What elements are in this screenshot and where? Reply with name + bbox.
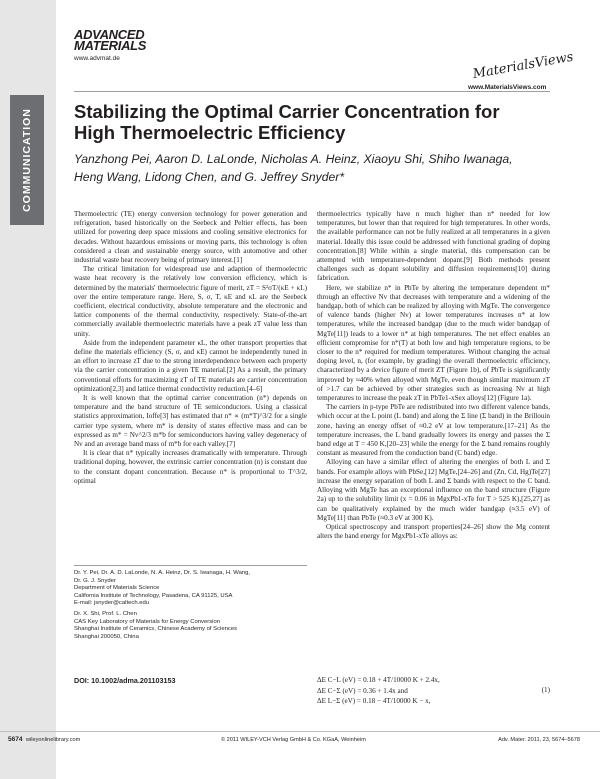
materials-views-logo-text: MaterialsViews	[471, 49, 575, 83]
paragraph: It is well known that the optimal carrier concentration (n*) depends on temperature and the band structure of TE semiconductors. Using a classical statistics approximation, Ioffe[3] has estimated that n* ∝ (m*T)^3/2 for a single carrier type system, where m* is density of states effective mass and can be expressed as m* = Nv^2/3 m*b for semiconductors having valley degeneracy of Nv and an average band mass of m*b for each valley.[7]	[74, 394, 307, 449]
section-label-text: COMMUNICATION	[21, 108, 33, 212]
paragraph: Aside from the independent parameter κL, the other transport properties that define the materials efficiency (S, σ, and κE) cannot be independently tuned in an effort to increase zT due to the strong interdependence between each property via the carrier concentration in a given TE material.[2] As a result, the primary conventional efforts for maximizing zT of TE materials are carrier concentration optimization[2,3] and lattice thermal conductivity reduction.[4–6]	[74, 338, 307, 393]
paragraph: Optical spectroscopy and transport properties[24–26] show the Mg content alters the band energy for MgxPb1-xTe alloys as:	[317, 522, 550, 541]
journal-url[interactable]: www.advmat.de	[74, 55, 120, 62]
page-footer	[8, 736, 592, 746]
affiliation-email[interactable]: E-mail: jsnyder@caltech.edu	[74, 600, 150, 607]
journal-logo-line1: ADVANCED	[74, 27, 145, 42]
affiliation-line: Shanghai Institute of Ceramics, Chinese Academy of Sciences	[74, 626, 238, 633]
authors-line1: Yanzhong Pei, Aaron D. LaLonde, Nicholas A. Heinz, Xiaoyu Shi, Shiho Iwanaga,	[74, 152, 513, 166]
affiliations	[74, 570, 307, 641]
materials-views-logo	[468, 46, 575, 84]
paragraph: It is clear that n* typically increases dramatically with temperature. Through traditional doping, however, the extrinsic carrier concentration (n) is constant due to the constant dopant concentration. Because n* is proportional to T^3/2, optimal	[74, 449, 307, 485]
affiliation-line: Dr. Y. Pei, Dr. A. D. LaLonde, N. A. Heinz, Dr. S. Iwanaga, H. Wang,	[74, 570, 251, 576]
paragraph: Alloying can have a similar effect of altering the energies of both L and Σ bands. For example alloys with PbSe,[12] MgTe,[24–26] and (Zn, Cd, Hg)Te[27] increase the energy separation of both L and Σ bands with respect to the C band. Alloying with MgTe has an exceptional influence on the band structure (Figure 2a) up to the solubility limit (x = 0.06 in MgxPb1-xTe for T > 525 K),[25,27] as can be qualitatively explained by the much wider bandgap (≈3.5 eV) of MgTe[11] than PbTe (≈0.3 eV at 300 K).	[317, 458, 550, 522]
footer-citation: Adv. Mater. 2011, 23, 5674–5678	[498, 737, 580, 743]
materials-views-url[interactable]: www.MaterialsViews.com	[468, 84, 547, 91]
affiliation-line: Dr. G. J. Snyder	[74, 577, 116, 584]
affiliation-line: Department of Materials Science	[74, 585, 160, 592]
footer-site[interactable]: wileyonlinelibrary.com	[26, 737, 81, 743]
article-authors	[74, 150, 544, 186]
journal-logo-line2: MATERIALS	[74, 38, 147, 53]
footer-rule	[0, 731, 600, 732]
affiliation-line: Dr. X. Shi, Prof. L. Chen	[74, 610, 137, 617]
page-number: 5674	[8, 736, 23, 743]
article-title: Stabilizing the Optimal Carrier Concentration for High Thermoelectric Efficiency	[74, 101, 500, 143]
journal-logo	[74, 29, 146, 51]
equation-number: (1)	[541, 686, 550, 694]
doi[interactable]: DOI: 10.1002/adma.201103153	[74, 676, 176, 685]
affiliation-rule	[74, 565, 307, 566]
affiliation-line: CAS Key Laboratory of Materials for Energy Conversion	[74, 618, 221, 625]
affiliation-line: California Institute of Technology, Pasadena, CA 91125, USA	[74, 592, 233, 599]
paragraph: Here, we stabilize n* in PbTe by altering the temperature dependent m* through an effective Nv that decreases with temperature and a widening of the bandgap, both of which can be realized by alloying with MgTe. The convergence of valence bands (higher Nv) at lower temperatures increases n* at low temperatures, while the increased bandgap (due to the much wider bandgap of MgTe[11]) leads to a lower n* at high temperatures. The net effect enables an efficient compromise for n*(T) at both low and high temperature regions, to be closer to the n* required for medium temperatures. Without changing the actual doping level, n, (for example, by grading) the overall thermoelectric efficiency, characterized by a device figure of merit ZT (Figure 1b), of PbTe is significantly improved by ≈40% when alloyed with MgTe, even though similar maximum zT of >1.7 can be achieved by other strategies such as increasing Nv at high temperatures to increase the peak zT in PbTe1-xSex alloys[12] (Figure 1a).	[317, 283, 550, 403]
section-label	[10, 95, 44, 225]
paragraph: Thermoelectric (TE) energy conversion technology for power generation and refrigeration, based historically on the Seebeck and Peltier effects, has been utilized for powering deep space missions and cooling sensitive electronics for decades. Without hazardous emissions or moving parts, this technology is often considered a clean and sustainable energy source, with automotive and other industrial waste heat recovery being of primary interest.[1]	[74, 210, 307, 265]
equation: ΔE L−Σ (eV) = 0.18 − 4T/10000 K − x,	[317, 697, 431, 705]
footer-copyright: © 2011 WILEY-VCH Verlag GmbH & Co. KGaA, Weinheim	[221, 737, 366, 743]
paragraph: thermoelectrics typically have n much higher than n* needed for low temperatures, but lower than that required for high temperatures. In other words, the available performance can not be fully realized at all temperatures in a given material. Ideally this issue could be addressed with functional grading of doping concentration.[8] While within a single material, this compensation can be attempted with temperature-dependent dopant.[9] Both methods present challenges such as dopant solubility and diffusion requirements[10] during fabrication.	[317, 210, 550, 283]
right-column	[317, 210, 550, 541]
left-column	[74, 210, 307, 486]
equation: ΔE C−Σ (eV) = 0.36 + 1.4x and	[317, 686, 408, 695]
header-rule	[74, 91, 550, 92]
paragraph: The carriers in p-type PbTe are redistributed into two different valence bands, which occur at the L point (L band) and along the Σ line (Σ band) in the Brillouin zone, having an energy offset of ≈0.2 eV at low temperature.[17–21] As the temperature increases, the L band gradually lowers its energy and passes the Σ band edge at T = 450 K,[20–23] while the energy for the Σ band remains roughly constant as measured from the conduction band (C band) edge.	[317, 403, 550, 458]
equation-block	[317, 675, 550, 707]
equation: ΔE C−L (eV) = 0.18 + 4T/10000 K + 2.4x,	[317, 676, 440, 684]
paragraph: The critical limitation for widespread use and adaption of thermoelectric waste heat recovery is the relatively low conversion efficiency, which is determined by the materials' thermoelectric figure of merit, zT = S²σT/(κE + κL) over the entire temperature range. Here, S, σ, T, κE and κL are the Seebeck coefficient, electrical conductivity, absolute temperature and the electronic and lattice components of the thermal conductivity, respectively. State-of-the-art commercially available thermoelectric materials have a peak zT value less than unity.	[74, 265, 307, 338]
authors-line2: Heng Wang, Lidong Chen, and G. Jeffrey Snyder*	[74, 170, 345, 184]
affiliation-line: Shanghai 200050, China	[74, 633, 139, 640]
